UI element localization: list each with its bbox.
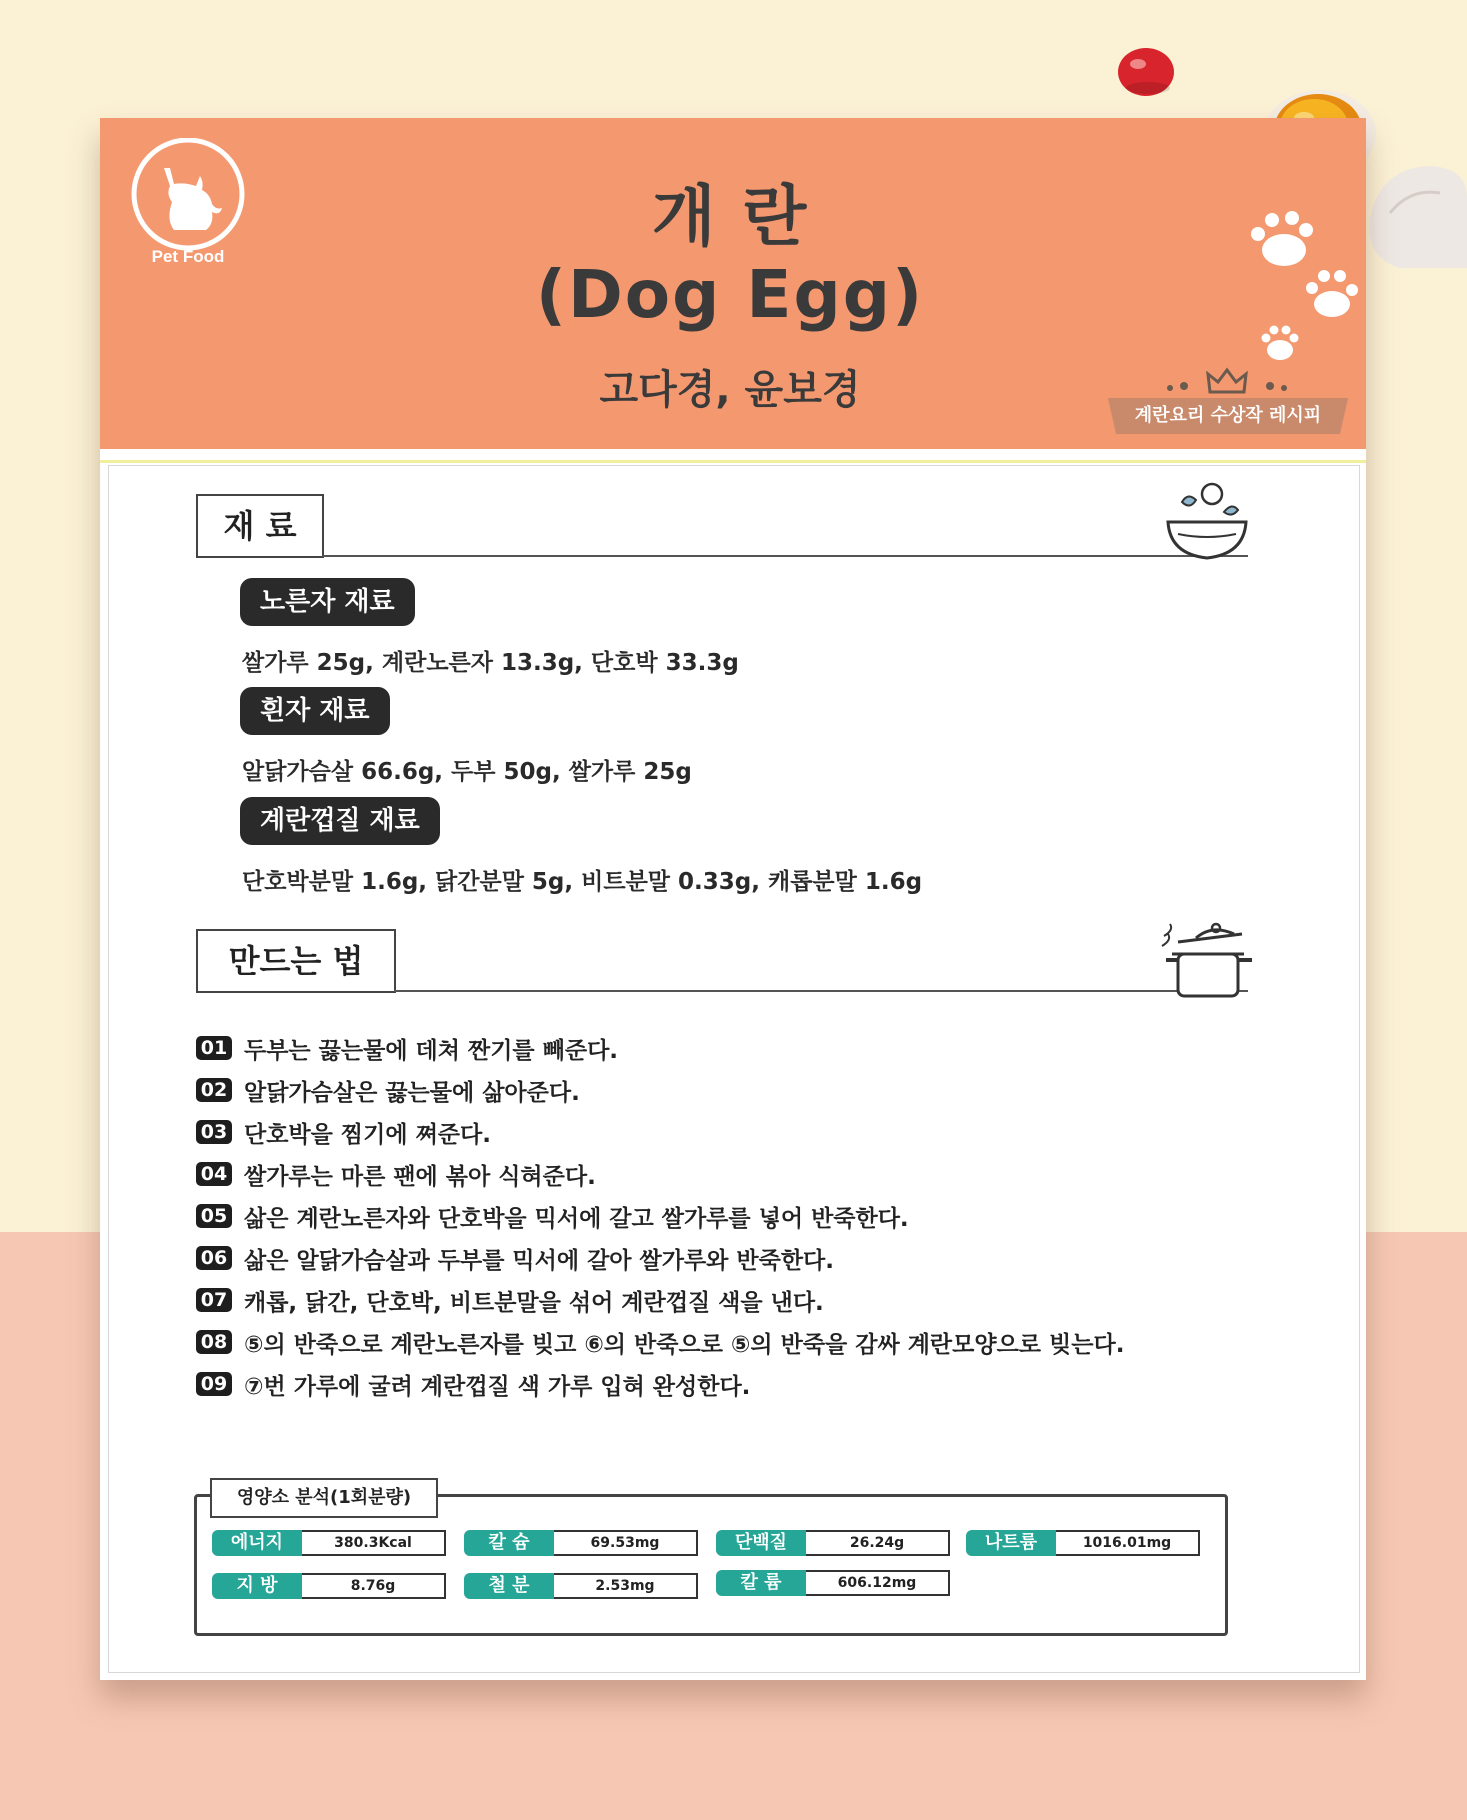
title-english: (Dog Egg) xyxy=(535,256,925,333)
nutrition-value: 69.53mg xyxy=(554,1530,698,1556)
nutrition-label: 에너지 xyxy=(212,1530,302,1556)
step-number: 04 xyxy=(196,1162,232,1186)
nutrition-value: 1016.01mg xyxy=(1056,1530,1200,1556)
method-step xyxy=(196,1116,491,1148)
step-text: 단호박을 찜기에 쪄준다. xyxy=(244,1121,491,1148)
step-text: 캐롭, 닭간, 단호박, 비트분말을 섞어 계란껍질 색을 낸다. xyxy=(244,1289,824,1316)
step-number: 06 xyxy=(196,1246,232,1270)
cherry-icon xyxy=(1114,40,1178,100)
paw-prints-icon xyxy=(1224,200,1364,370)
nutrition-label: 철 분 xyxy=(464,1573,554,1599)
step-text: 삶은 알닭가슴살과 두부를 믹서에 갈아 쌀가루와 반죽한다. xyxy=(244,1247,835,1274)
method-step xyxy=(196,1074,580,1106)
step-number: 02 xyxy=(196,1078,232,1102)
logo-text: Pet Food xyxy=(151,247,225,266)
nutrition-label: 칼 륨 xyxy=(716,1570,806,1596)
yolk-ingredients-list: 쌀가루 25g, 계란노른자 13.3g, 단호박 33.3g xyxy=(242,650,739,676)
nutrition-item xyxy=(716,1530,950,1556)
shell-ingredients-label: 계란껍질 재료 xyxy=(240,797,440,845)
step-text: ⑤의 반죽으로 계란노른자를 빚고 ⑥의 반죽으로 ⑤의 반죽을 감싸 계란모양으로 빚는다. xyxy=(244,1331,1125,1358)
nutrition-title: 영양소 분석(1회분량) xyxy=(210,1478,438,1518)
nutrition-item xyxy=(966,1530,1200,1556)
header-divider xyxy=(100,460,1366,463)
nutrition-value: 380.3Kcal xyxy=(302,1530,446,1556)
white-ingredients-label: 흰자 재료 xyxy=(240,687,390,735)
step-number: 09 xyxy=(196,1372,232,1396)
method-step xyxy=(196,1200,909,1232)
nutrition-label: 단백질 xyxy=(716,1530,806,1556)
step-number: 01 xyxy=(196,1036,232,1060)
nutrition-value: 26.24g xyxy=(806,1530,950,1556)
ingredients-heading: 재 료 xyxy=(196,494,324,558)
method-step xyxy=(196,1032,618,1064)
cooking-pot-icon xyxy=(1160,920,1256,1000)
bowl-icon xyxy=(1164,478,1250,562)
white-ingredients-list: 알닭가슴살 66.6g, 두부 50g, 쌀가루 25g xyxy=(242,759,692,785)
method-step xyxy=(196,1242,834,1274)
step-number: 08 xyxy=(196,1330,232,1354)
yolk-ingredients-label: 노른자 재료 xyxy=(240,578,415,626)
nutrition-item xyxy=(464,1573,698,1599)
nutrition-item xyxy=(464,1530,698,1556)
recipe-authors: 고다경, 윤보경 xyxy=(599,367,861,413)
nutrition-item xyxy=(212,1573,446,1599)
shell-ingredients-list: 단호박분말 1.6g, 닭간분말 5g, 비트분말 0.33g, 캐롭분말 1.6g xyxy=(242,869,923,895)
step-number: 03 xyxy=(196,1120,232,1144)
crown-icon xyxy=(1162,366,1292,396)
method-step xyxy=(196,1158,596,1190)
method-step xyxy=(196,1368,750,1400)
method-step xyxy=(196,1284,824,1316)
method-step xyxy=(196,1326,1124,1358)
title-korean: 개 란 xyxy=(651,178,809,255)
pet-food-logo xyxy=(126,138,250,268)
nutrition-value: 2.53mg xyxy=(554,1573,698,1599)
step-number: 07 xyxy=(196,1288,232,1312)
step-text: ⑦번 가루에 굴려 계란껍질 색 가루 입혀 완성한다. xyxy=(244,1373,751,1400)
nutrition-label: 지 방 xyxy=(212,1573,302,1599)
nutrition-value: 606.12mg xyxy=(806,1570,950,1596)
nutrition-value: 8.76g xyxy=(302,1573,446,1599)
step-text: 두부는 끓는물에 데쳐 짠기를 빼준다. xyxy=(244,1037,619,1064)
method-heading: 만드는 법 xyxy=(196,929,396,993)
step-text: 삶은 계란노른자와 단호박을 믹서에 갈고 쌀가루를 넣어 반죽한다. xyxy=(244,1205,909,1232)
nutrition-item xyxy=(212,1530,446,1556)
step-text: 알닭가슴살은 끓는물에 삶아준다. xyxy=(244,1079,580,1106)
recipe-title xyxy=(520,178,940,334)
nutrition-label: 나트륨 xyxy=(966,1530,1056,1556)
ingredients-rule xyxy=(322,555,1248,557)
award-label: 계란요리 수상작 레시피 xyxy=(1134,405,1322,426)
eggshell-icon xyxy=(1360,158,1467,268)
nutrition-item xyxy=(716,1570,950,1596)
method-rule xyxy=(394,990,1248,992)
nutrition-label: 칼 슘 xyxy=(464,1530,554,1556)
step-text: 쌀가루는 마른 팬에 볶아 식혀준다. xyxy=(244,1163,596,1190)
step-number: 05 xyxy=(196,1204,232,1228)
